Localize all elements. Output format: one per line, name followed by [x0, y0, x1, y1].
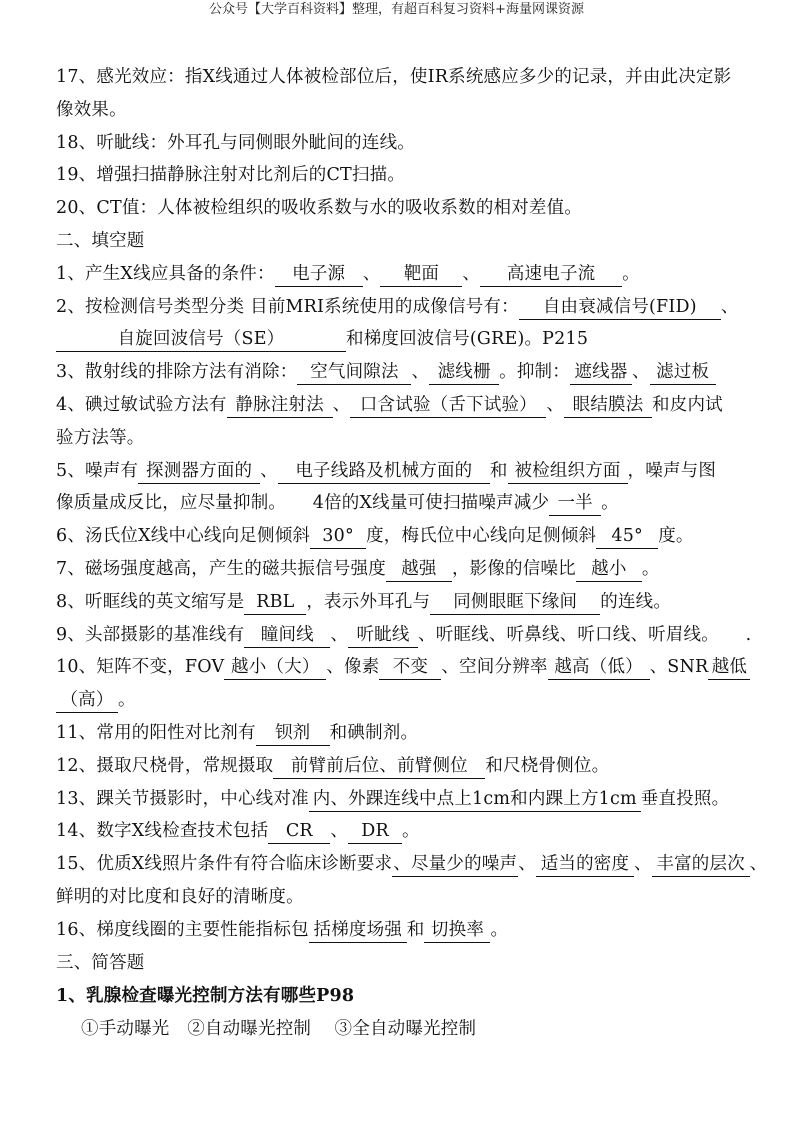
text-segment: ，影像的信噪比 [451, 558, 576, 579]
answer-blank: 适当的密度 [536, 853, 634, 877]
text-segment: 垂直投照。 [640, 788, 730, 809]
text-segment: 、像素 [326, 657, 380, 678]
answer-blank: 、尽量少的噪声 [392, 853, 518, 877]
answer-blank: 不变 [379, 656, 441, 680]
text-segment: 、 [631, 362, 650, 383]
text-segment: 3、散射线的排除方法有消除： [56, 362, 298, 383]
text-segment: ，表示外耳孔与 [306, 591, 431, 612]
answer-blank: 探测器方面的 [138, 460, 260, 484]
text-line [56, 553, 756, 586]
answer-blank: 瞳间线 [244, 624, 330, 648]
document-body [56, 61, 768, 1046]
text-segment: 13、踝关节摄影时，中心线对准 [56, 788, 309, 809]
answer-blank: 越小（大） [224, 656, 326, 680]
text-segment: 、 [720, 296, 739, 317]
answer-blank: 空气间隙法 [297, 361, 411, 385]
text-segment: 1、乳腺检查曝光控制方法有哪些P98 [56, 986, 355, 1007]
answer-blank: 越强 [386, 558, 452, 582]
answer-blank: 越小 [576, 558, 642, 582]
answer-blank: 高速电子流 [480, 263, 622, 287]
answer-blank: 自由衰减信号(FID) [519, 296, 721, 320]
text-line [56, 323, 756, 356]
text-line [56, 61, 756, 94]
text-line [56, 717, 756, 750]
text-segment: 5、噪声有 [56, 460, 139, 481]
text-line [56, 586, 756, 619]
text-segment: 16、梯度线圈的主要性能指标包 [56, 919, 309, 940]
text-segment: 。 [118, 690, 136, 711]
text-line [56, 881, 756, 914]
text-segment: 、听眶线、听鼻线、听口线、听眉线。 . [418, 624, 752, 645]
text-segment: 、 [330, 821, 349, 842]
answer-blank: 滤线栅 [429, 361, 499, 385]
text-segment: 11、常用的阳性对比剂有 [56, 722, 256, 743]
text-segment: 15、优质X线照片条件有符合临床诊断要求 [56, 854, 393, 875]
text-segment: 、 [260, 460, 278, 481]
text-line [56, 684, 756, 717]
answer-blank: 越高（低） [548, 656, 650, 680]
text-segment: 的连线。 [600, 591, 672, 612]
text-segment: 度，梅氏位中心线向足侧倾斜 [366, 526, 597, 547]
text-line [56, 980, 756, 1013]
text-line [56, 815, 756, 848]
text-segment: 、 [546, 394, 565, 415]
text-line [56, 947, 756, 980]
text-segment: 。 [490, 919, 509, 940]
text-segment: 8、听眶线的英文缩写是 [56, 591, 245, 612]
text-segment: 1、产生X线应具备的条件： [56, 263, 275, 284]
answer-blank: 眼结膜法 [564, 394, 652, 418]
text-segment: 和尺桡骨侧位。 [485, 755, 610, 776]
text-segment: 验方法等。 [56, 427, 145, 448]
answer-blank: 30° [310, 525, 366, 549]
text-segment: 6、汤氏位X线中心线向足侧倾斜 [56, 526, 311, 547]
answer-blank: 越低 [708, 656, 750, 680]
text-line [56, 258, 756, 291]
answer-blank: 括梯度场强 [309, 919, 407, 943]
text-segment: 度。 [658, 526, 694, 547]
text-segment: 、空间分辨率 [441, 657, 548, 678]
answer-blank: CR [268, 820, 330, 844]
text-segment: 20、CT值：人体被检组织的吸收系数与水的吸收系数的相对差值。 [56, 198, 583, 219]
text-line [56, 389, 756, 422]
text-segment: 鲜明的对比度和良好的清晰度。 [56, 886, 304, 907]
text-line [56, 619, 756, 652]
text-segment: 和碘制剂。 [329, 722, 419, 743]
answer-blank: 电子线路及机械方面的 [278, 460, 490, 484]
answer-blank: （高） [56, 689, 118, 713]
answer-blank: 口含试验（舌下试验） [350, 394, 546, 418]
answer-blank: 丰富的层次 [652, 853, 750, 877]
text-line [56, 159, 756, 192]
answer-blank: DR [348, 820, 402, 844]
text-line [56, 356, 756, 389]
text-segment: 12、摄取尺桡骨，常规摄取 [56, 755, 274, 776]
text-segment: 。 [622, 263, 640, 284]
text-segment: 、 [362, 263, 381, 284]
text-segment: 、 [411, 362, 430, 383]
answer-blank: 钡剂 [256, 722, 330, 746]
page-header: 公众号【大学百科资料】整理，有超百科复习资料+海量网课资源 [209, 2, 584, 17]
answer-blank: 切换率 [424, 919, 490, 943]
answer-blank: 前臂前后位、前臂侧位 [273, 755, 485, 779]
text-segment: 像质量成反比，应尽量抑制。 4倍的X线量可使扫描噪声减少 [56, 493, 550, 514]
answer-blank: 静脉注射法 [227, 394, 333, 418]
text-segment: 、 [633, 854, 652, 875]
text-segment: ，噪声与图 [627, 460, 717, 481]
text-line [56, 914, 756, 947]
text-line [56, 192, 756, 225]
text-line [56, 455, 756, 488]
answer-blank: 45° [596, 525, 658, 549]
text-line [56, 750, 756, 783]
answer-blank: 同侧眼眶下缘间 [430, 591, 600, 615]
text-segment: 。抑制： [499, 362, 570, 383]
text-segment: 、SNR [649, 657, 709, 678]
text-segment: 19、增强扫描静脉注射对比剂后的CT扫描。 [56, 165, 406, 186]
answer-blank: 遮线器 [570, 361, 632, 385]
text-segment: 。 [402, 821, 420, 842]
text-segment: 、 [749, 854, 768, 875]
text-segment: 4、碘过敏试验方法有 [56, 394, 227, 415]
text-segment: 、 [330, 624, 349, 645]
answer-blank: 一半 [549, 492, 601, 516]
text-line [56, 783, 756, 816]
text-line [56, 94, 756, 127]
answer-blank: 内、外踝连线中点上1cm和内踝上方1cm [309, 788, 641, 812]
text-segment: 2、按检测信号类型分类 目前MRI系统使用的成像信号有： [56, 296, 519, 317]
answer-blank: 自旋回波信号（SE） [56, 328, 346, 352]
text-segment: 18、听眦线：外耳孔与同侧眼外眦间的连线。 [56, 132, 415, 153]
text-segment: 17、感光效应：指X线通过人体被检部位后，使IR系统感应多少的记录，并由此决定影 [56, 67, 732, 87]
text-segment: 。 [601, 493, 619, 514]
text-segment: 和 [406, 919, 425, 940]
text-line [56, 1013, 756, 1046]
text-segment: 三、简答题 [56, 952, 145, 973]
text-line [56, 651, 756, 684]
text-line [56, 848, 768, 881]
answer-blank: RBL [244, 591, 306, 615]
text-line [56, 520, 756, 553]
text-segment: 9、头部摄影的基准线有 [56, 624, 245, 645]
text-line [56, 291, 756, 324]
text-line [56, 127, 756, 160]
text-segment: 。 [641, 558, 660, 579]
answer-blank: 听眦线 [348, 624, 418, 648]
answer-blank: 靶面 [380, 263, 462, 287]
text-segment: 二、填空题 [56, 230, 145, 251]
text-segment: 和梯度回波信号(GRE)。P215 [346, 329, 589, 350]
text-segment: 像效果。 [56, 99, 127, 120]
text-line [56, 225, 756, 258]
text-segment: 和 [489, 460, 508, 481]
text-segment: 、 [462, 263, 481, 284]
text-line [56, 422, 756, 455]
text-segment: 14、数字X线检查技术包括 [56, 821, 269, 842]
answer-blank: 滤过板 [650, 361, 716, 385]
answer-blank: 电子源 [275, 263, 363, 287]
text-segment: 、 [518, 854, 536, 875]
text-segment: 、 [332, 394, 351, 415]
text-segment: 和皮内试 [652, 394, 723, 415]
answer-blank: 被检组织方面 [508, 460, 628, 484]
text-segment: 7、磁场强度越高，产生的磁共振信号强度 [56, 558, 386, 579]
text-line [56, 487, 756, 520]
text-segment: ①手动曝光 ②自动曝光控制 ③全自动曝光控制 [81, 1019, 477, 1040]
text-segment: 10、矩阵不变，FOV [56, 657, 225, 678]
